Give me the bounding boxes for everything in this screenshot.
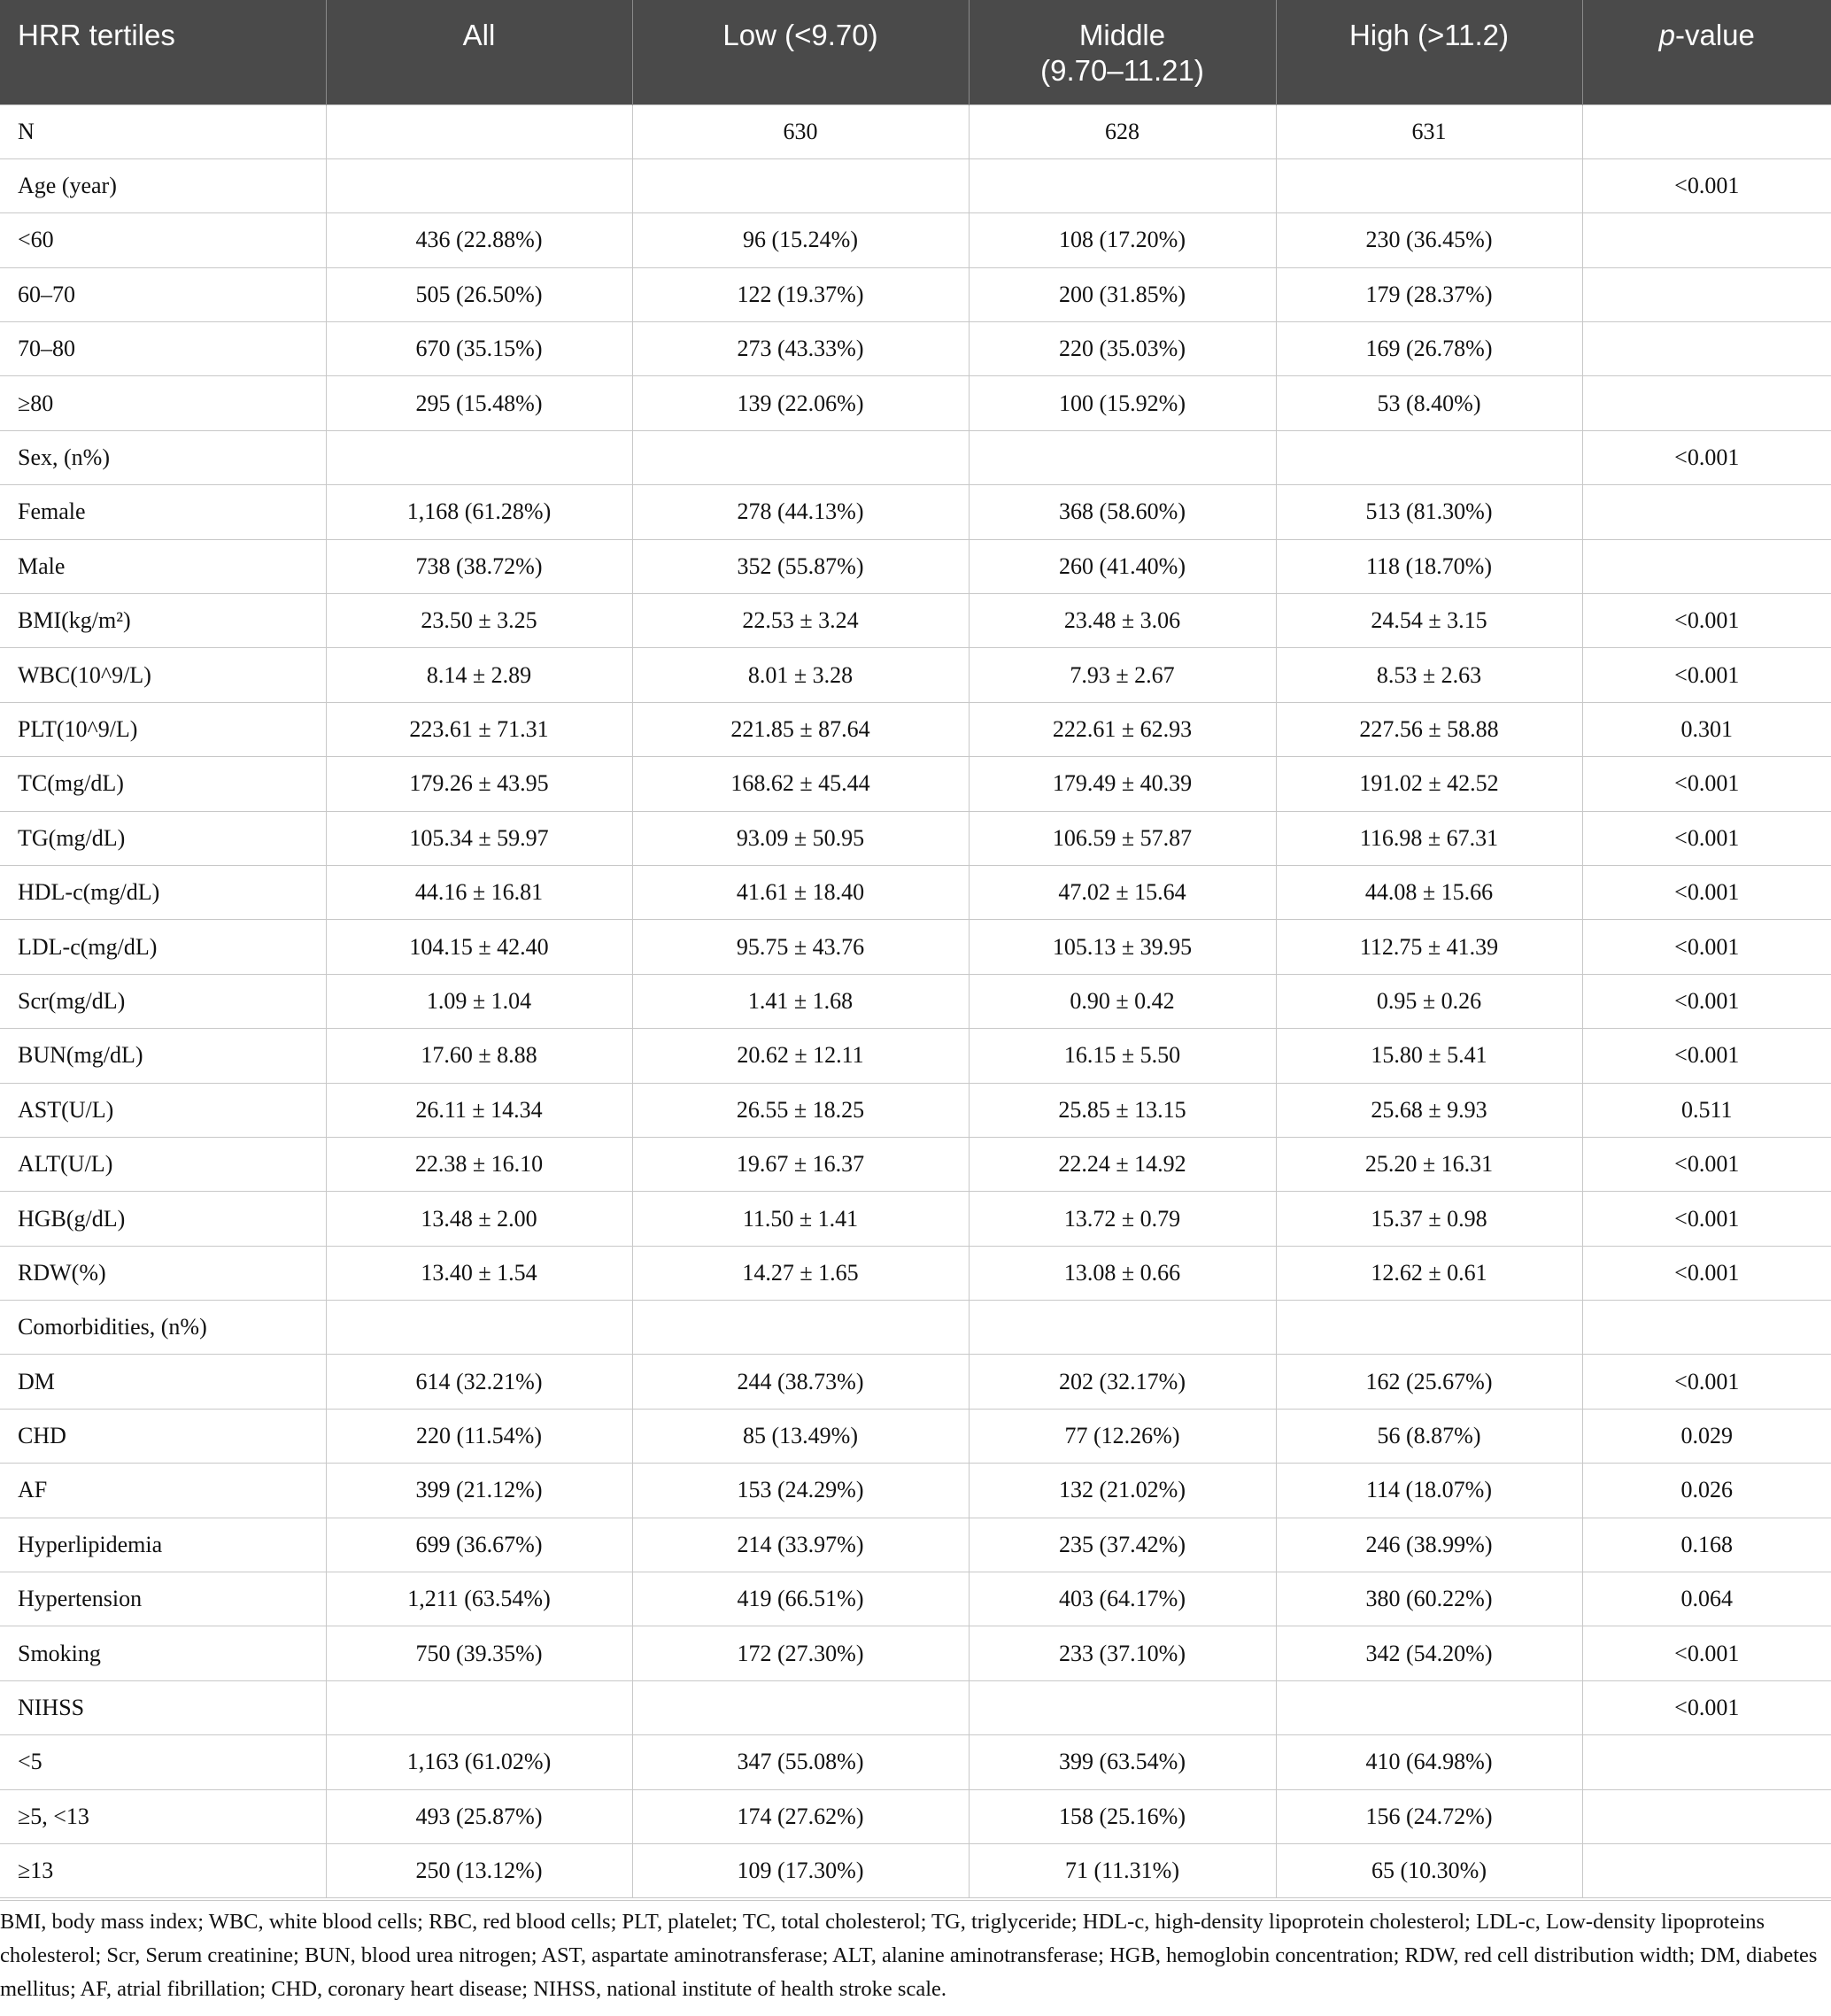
row-label: NIHSS: [0, 1680, 326, 1734]
table-cell: 93.09 ± 50.95: [632, 811, 969, 865]
row-label: 70–80: [0, 322, 326, 376]
table-cell: 342 (54.20%): [1276, 1626, 1582, 1680]
row-label: HGB(g/dL): [0, 1192, 326, 1246]
table-cell: [632, 1301, 969, 1355]
table-row: [0, 1626, 1831, 1680]
table-row: [0, 594, 1831, 648]
table-cell: 153 (24.29%): [632, 1464, 969, 1518]
table-cell: <0.001: [1582, 594, 1831, 648]
row-label: Hypertension: [0, 1572, 326, 1626]
table-cell: 227.56 ± 58.88: [1276, 702, 1582, 756]
row-label: BMI(kg/m²): [0, 594, 326, 648]
table-cell: [326, 1301, 632, 1355]
table-cell: 25.85 ± 13.15: [969, 1083, 1276, 1137]
table-cell: 179 (28.37%): [1276, 267, 1582, 321]
table-cell: 26.11 ± 14.34: [326, 1083, 632, 1137]
table-cell: [969, 158, 1276, 212]
table-cell: 16.15 ± 5.50: [969, 1029, 1276, 1083]
column-header-3: [969, 0, 1276, 104]
row-label: HDL-c(mg/dL): [0, 865, 326, 919]
table-cell: 493 (25.87%): [326, 1789, 632, 1843]
table-cell: 95.75 ± 43.76: [632, 920, 969, 974]
table-cell: 670 (35.15%): [326, 322, 632, 376]
table-cell: 41.61 ± 18.40: [632, 865, 969, 919]
table-cell: <0.001: [1582, 430, 1831, 484]
table-cell: 104.15 ± 42.40: [326, 920, 632, 974]
row-label: <60: [0, 213, 326, 267]
table-cell: 17.60 ± 8.88: [326, 1029, 632, 1083]
table-cell: 0.301: [1582, 702, 1831, 756]
table-cell: 13.08 ± 0.66: [969, 1246, 1276, 1300]
table-cell: 250 (13.12%): [326, 1844, 632, 1898]
table-cell: 0.511: [1582, 1083, 1831, 1137]
table-cell: 13.48 ± 2.00: [326, 1192, 632, 1246]
table-cell: [1582, 267, 1831, 321]
table-cell: [969, 1301, 1276, 1355]
column-header-prefix: p: [1658, 19, 1675, 51]
column-header-4: [1276, 0, 1582, 104]
table-cell: 399 (63.54%): [969, 1735, 1276, 1789]
table-cell: 15.37 ± 0.98: [1276, 1192, 1582, 1246]
table-cell: 162 (25.67%): [1276, 1355, 1582, 1409]
table-cell: 246 (38.99%): [1276, 1518, 1582, 1572]
table-row: [0, 104, 1831, 158]
table-cell: 630: [632, 104, 969, 158]
table-cell: <0.001: [1582, 920, 1831, 974]
table-row: [0, 376, 1831, 430]
column-header-label: Middle (9.70–11.21): [1040, 19, 1204, 87]
table-cell: 15.80 ± 5.41: [1276, 1029, 1582, 1083]
table-cell: 105.13 ± 39.95: [969, 920, 1276, 974]
table-cell: 11.50 ± 1.41: [632, 1192, 969, 1246]
row-label: Scr(mg/dL): [0, 974, 326, 1028]
table-cell: [1582, 213, 1831, 267]
row-label: BUN(mg/dL): [0, 1029, 326, 1083]
table-cell: <0.001: [1582, 1192, 1831, 1246]
table-cell: 221.85 ± 87.64: [632, 702, 969, 756]
table-cell: 168.62 ± 45.44: [632, 757, 969, 811]
table-cell: 44.16 ± 16.81: [326, 865, 632, 919]
table-cell: 114 (18.07%): [1276, 1464, 1582, 1518]
table-cell: 156 (24.72%): [1276, 1789, 1582, 1843]
table-cell: 214 (33.97%): [632, 1518, 969, 1572]
column-header-2: [632, 0, 969, 104]
row-label: Sex, (n%): [0, 430, 326, 484]
table-cell: 22.24 ± 14.92: [969, 1137, 1276, 1191]
table-row: [0, 1789, 1831, 1843]
table-cell: <0.001: [1582, 757, 1831, 811]
table-cell: [1276, 1301, 1582, 1355]
table-cell: 0.026: [1582, 1464, 1831, 1518]
table-cell: 47.02 ± 15.64: [969, 865, 1276, 919]
row-label: Smoking: [0, 1626, 326, 1680]
table-cell: [1582, 376, 1831, 430]
table-cell: 7.93 ± 2.67: [969, 648, 1276, 702]
table-row: [0, 1680, 1831, 1734]
table-cell: 122 (19.37%): [632, 267, 969, 321]
table-cell: 112.75 ± 41.39: [1276, 920, 1582, 974]
table-row: [0, 267, 1831, 321]
table-cell: [1276, 430, 1582, 484]
table-cell: 223.61 ± 71.31: [326, 702, 632, 756]
table-cell: 220 (35.03%): [969, 322, 1276, 376]
column-header-label: -value: [1674, 19, 1755, 51]
table-cell: 25.20 ± 16.31: [1276, 1137, 1582, 1191]
table-cell: 56 (8.87%): [1276, 1409, 1582, 1463]
table-row: [0, 1083, 1831, 1137]
table-cell: 158 (25.16%): [969, 1789, 1276, 1843]
table-cell: <0.001: [1582, 1137, 1831, 1191]
table-cell: 505 (26.50%): [326, 267, 632, 321]
row-label: ≥80: [0, 376, 326, 430]
table-cell: 0.029: [1582, 1409, 1831, 1463]
table-cell: 273 (43.33%): [632, 322, 969, 376]
table-cell: 380 (60.22%): [1276, 1572, 1582, 1626]
table-cell: 105.34 ± 59.97: [326, 811, 632, 865]
table-row: [0, 213, 1831, 267]
table-cell: <0.001: [1582, 974, 1831, 1028]
table-cell: 1,211 (63.54%): [326, 1572, 632, 1626]
table-footnote: BMI, body mass index; WBC, white blood cells; RBC, red blood cells; PLT, platelet; TC, total cholesterol; TG, triglyceride; HDL-c, high-density lipoprotein cholesterol; LDL-c, Low-density lipoproteins cholesterol; Scr, Serum creatinine; BUN, blood urea nitrogen; AST, aspartate aminotransferase; ALT, alanine aminotransferase; HGB, hemoglobin concentration; RDW, red cell distribution width; DM, diabetes mellitus; AF, atrial fibrillation; CHD, coronary heart disease; NIHSS, national institute of health stroke scale.: [0, 1910, 1818, 2001]
table-cell: 179.49 ± 40.39: [969, 757, 1276, 811]
table-cell: <0.001: [1582, 158, 1831, 212]
table-cell: 174 (27.62%): [632, 1789, 969, 1843]
row-label: 60–70: [0, 267, 326, 321]
table-cell: [326, 158, 632, 212]
table-cell: [1582, 1789, 1831, 1843]
table-row: [0, 1572, 1831, 1626]
row-label: WBC(10^9/L): [0, 648, 326, 702]
table-cell: 699 (36.67%): [326, 1518, 632, 1572]
table-cell: 614 (32.21%): [326, 1355, 632, 1409]
table-cell: 108 (17.20%): [969, 213, 1276, 267]
table-cell: 191.02 ± 42.52: [1276, 757, 1582, 811]
table-cell: [1582, 539, 1831, 593]
table-row: [0, 485, 1831, 539]
table-cell: <0.001: [1582, 811, 1831, 865]
table-cell: 65 (10.30%): [1276, 1844, 1582, 1898]
table-header: [0, 0, 1831, 104]
table-cell: [326, 430, 632, 484]
table-row: [0, 865, 1831, 919]
table-cell: 19.67 ± 16.37: [632, 1137, 969, 1191]
row-label: DM: [0, 1355, 326, 1409]
table-cell: 220 (11.54%): [326, 1409, 632, 1463]
table-cell: 1.09 ± 1.04: [326, 974, 632, 1028]
table-cell: 26.55 ± 18.25: [632, 1083, 969, 1137]
table-cell: [632, 158, 969, 212]
table-cell: 0.168: [1582, 1518, 1831, 1572]
table-row: [0, 1355, 1831, 1409]
table-cell: 222.61 ± 62.93: [969, 702, 1276, 756]
table-cell: 0.064: [1582, 1572, 1831, 1626]
table-cell: <0.001: [1582, 1355, 1831, 1409]
table-cell: <0.001: [1582, 1029, 1831, 1083]
column-header-5: [1582, 0, 1831, 104]
table-cell: 260 (41.40%): [969, 539, 1276, 593]
table-cell: 20.62 ± 12.11: [632, 1029, 969, 1083]
table-bottom-rule: [0, 1900, 1831, 1901]
row-label: Male: [0, 539, 326, 593]
table-cell: 202 (32.17%): [969, 1355, 1276, 1409]
row-label: CHD: [0, 1409, 326, 1463]
table-cell: 399 (21.12%): [326, 1464, 632, 1518]
table-row: [0, 539, 1831, 593]
table-cell: 631: [1276, 104, 1582, 158]
table-row: [0, 1301, 1831, 1355]
table-cell: [969, 1680, 1276, 1734]
table-cell: 628: [969, 104, 1276, 158]
table-cell: 23.50 ± 3.25: [326, 594, 632, 648]
table-cell: 513 (81.30%): [1276, 485, 1582, 539]
table-cell: 77 (12.26%): [969, 1409, 1276, 1463]
table-cell: [1582, 104, 1831, 158]
table-row: [0, 430, 1831, 484]
table-cell: [326, 104, 632, 158]
table-row: [0, 648, 1831, 702]
row-label: AF: [0, 1464, 326, 1518]
table-cell: 139 (22.06%): [632, 376, 969, 430]
table-row: [0, 1137, 1831, 1191]
table-cell: [1582, 1844, 1831, 1898]
table-cell: [1582, 485, 1831, 539]
column-header-label: HRR tertiles: [18, 19, 175, 51]
table-cell: 109 (17.30%): [632, 1844, 969, 1898]
table-cell: 244 (38.73%): [632, 1355, 969, 1409]
table-cell: 1,168 (61.28%): [326, 485, 632, 539]
table-cell: 12.62 ± 0.61: [1276, 1246, 1582, 1300]
table-cell: 23.48 ± 3.06: [969, 594, 1276, 648]
table-row: [0, 702, 1831, 756]
table-row: [0, 1464, 1831, 1518]
table-cell: 25.68 ± 9.93: [1276, 1083, 1582, 1137]
table-cell: 8.14 ± 2.89: [326, 648, 632, 702]
table-cell: 1,163 (61.02%): [326, 1735, 632, 1789]
table-cell: [1582, 1301, 1831, 1355]
row-label: LDL-c(mg/dL): [0, 920, 326, 974]
table-row: [0, 920, 1831, 974]
table-cell: 53 (8.40%): [1276, 376, 1582, 430]
table-cell: [1582, 322, 1831, 376]
table-cell: 85 (13.49%): [632, 1409, 969, 1463]
row-label: Age (year): [0, 158, 326, 212]
table-cell: [326, 1680, 632, 1734]
row-label: N: [0, 104, 326, 158]
table-cell: 13.72 ± 0.79: [969, 1192, 1276, 1246]
column-header-1: [326, 0, 632, 104]
table-cell: 71 (11.31%): [969, 1844, 1276, 1898]
table-cell: <0.001: [1582, 865, 1831, 919]
table-cell: 132 (21.02%): [969, 1464, 1276, 1518]
table-cell: 22.53 ± 3.24: [632, 594, 969, 648]
table-cell: 172 (27.30%): [632, 1626, 969, 1680]
table-cell: [632, 430, 969, 484]
row-label: <5: [0, 1735, 326, 1789]
table-cell: 100 (15.92%): [969, 376, 1276, 430]
table-cell: 8.01 ± 3.28: [632, 648, 969, 702]
table-cell: 0.90 ± 0.42: [969, 974, 1276, 1028]
row-label: ≥5, <13: [0, 1789, 326, 1843]
table-cell: 169 (26.78%): [1276, 322, 1582, 376]
table-cell: 235 (37.42%): [969, 1518, 1276, 1572]
table-row: [0, 811, 1831, 865]
row-label: TG(mg/dL): [0, 811, 326, 865]
row-label: Female: [0, 485, 326, 539]
table-cell: 8.53 ± 2.63: [1276, 648, 1582, 702]
table-row: [0, 1735, 1831, 1789]
table-cell: <0.001: [1582, 648, 1831, 702]
table-cell: 24.54 ± 3.15: [1276, 594, 1582, 648]
table-cell: 410 (64.98%): [1276, 1735, 1582, 1789]
table-row: [0, 1844, 1831, 1898]
table-cell: 44.08 ± 15.66: [1276, 865, 1582, 919]
table-row: [0, 1192, 1831, 1246]
table-cell: 22.38 ± 16.10: [326, 1137, 632, 1191]
table-body: [0, 104, 1831, 1898]
table-cell: 116.98 ± 67.31: [1276, 811, 1582, 865]
table-row: [0, 158, 1831, 212]
table-cell: 750 (39.35%): [326, 1626, 632, 1680]
table-cell: 347 (55.08%): [632, 1735, 969, 1789]
table-cell: 368 (58.60%): [969, 485, 1276, 539]
table-cell: [1276, 158, 1582, 212]
table-row: [0, 1029, 1831, 1083]
table-cell: 738 (38.72%): [326, 539, 632, 593]
header-row: [0, 0, 1831, 104]
table-cell: 179.26 ± 43.95: [326, 757, 632, 811]
table-cell: 419 (66.51%): [632, 1572, 969, 1626]
table-cell: [969, 430, 1276, 484]
table-cell: <0.001: [1582, 1626, 1831, 1680]
table-cell: 278 (44.13%): [632, 485, 969, 539]
table-cell: 118 (18.70%): [1276, 539, 1582, 593]
table-cell: [1582, 1735, 1831, 1789]
table-cell: 295 (15.48%): [326, 376, 632, 430]
table-row: [0, 1518, 1831, 1572]
row-label: RDW(%): [0, 1246, 326, 1300]
table-row: [0, 322, 1831, 376]
table-row: [0, 1409, 1831, 1463]
table-cell: 0.95 ± 0.26: [1276, 974, 1582, 1028]
row-label: Hyperlipidemia: [0, 1518, 326, 1572]
column-header-0: [0, 0, 326, 104]
table-cell: 106.59 ± 57.87: [969, 811, 1276, 865]
row-label: Comorbidities, (n%): [0, 1301, 326, 1355]
column-header-label: All: [462, 19, 496, 51]
table-cell: <0.001: [1582, 1680, 1831, 1734]
table-cell: 403 (64.17%): [969, 1572, 1276, 1626]
table-cell: 233 (37.10%): [969, 1626, 1276, 1680]
table-cell: 200 (31.85%): [969, 267, 1276, 321]
table-cell: 1.41 ± 1.68: [632, 974, 969, 1028]
column-header-label: Low (<9.70): [722, 19, 878, 51]
table-cell: 13.40 ± 1.54: [326, 1246, 632, 1300]
table-cell: 352 (55.87%): [632, 539, 969, 593]
row-label: PLT(10^9/L): [0, 702, 326, 756]
table-cell: 96 (15.24%): [632, 213, 969, 267]
table-row: [0, 1246, 1831, 1300]
table-row: [0, 757, 1831, 811]
row-label: TC(mg/dL): [0, 757, 326, 811]
table-row: [0, 974, 1831, 1028]
row-label: ALT(U/L): [0, 1137, 326, 1191]
table-cell: [1276, 1680, 1582, 1734]
table-cell: 230 (36.45%): [1276, 213, 1582, 267]
table-cell: <0.001: [1582, 1246, 1831, 1300]
table-cell: 436 (22.88%): [326, 213, 632, 267]
table-cell: [632, 1680, 969, 1734]
row-label: ≥13: [0, 1844, 326, 1898]
column-header-label: High (>11.2): [1348, 19, 1510, 51]
row-label: AST(U/L): [0, 1083, 326, 1137]
table-cell: 14.27 ± 1.65: [632, 1246, 969, 1300]
